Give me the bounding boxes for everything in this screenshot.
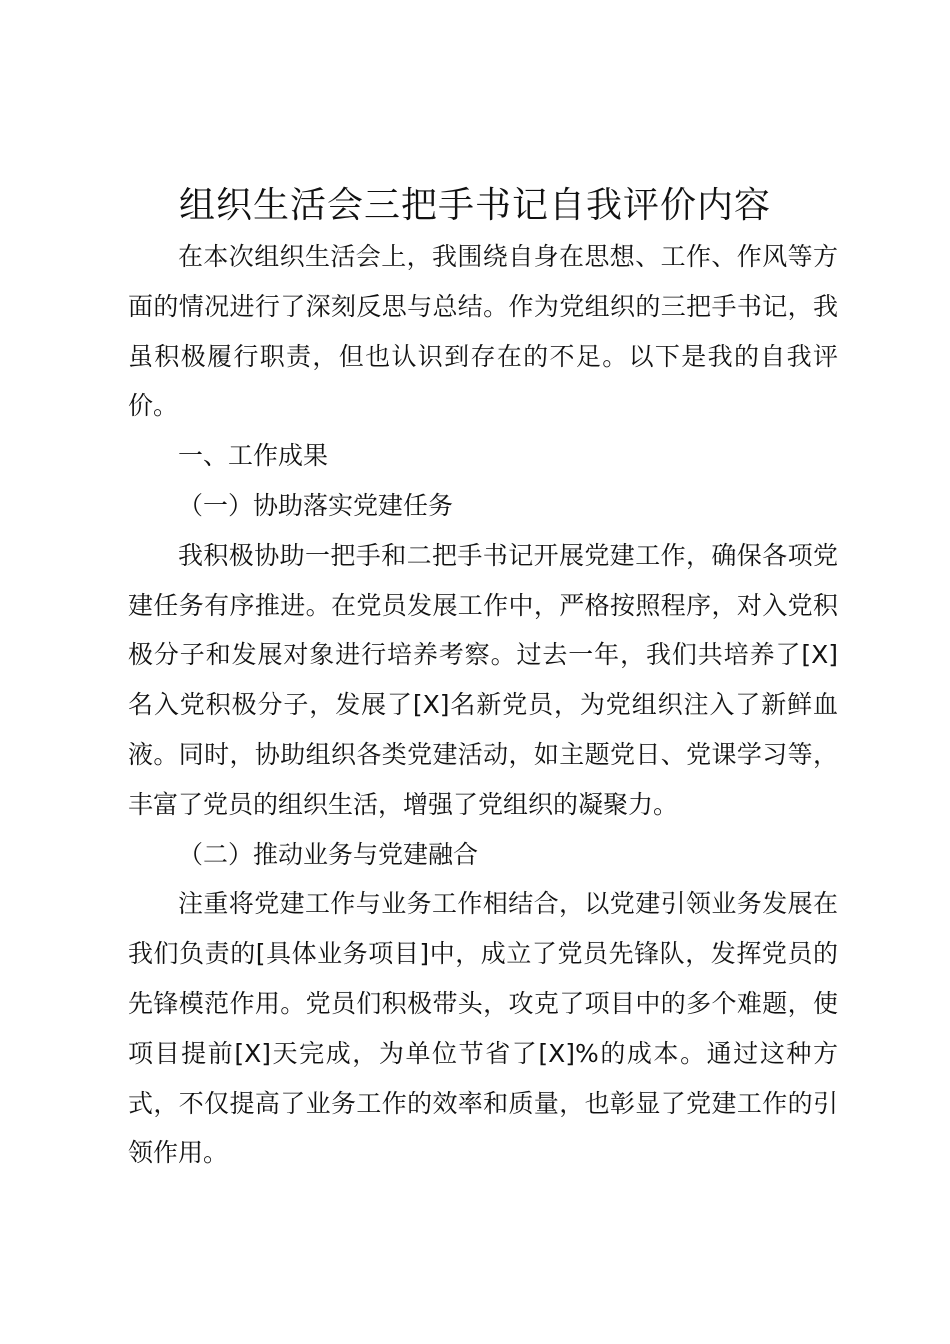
- intro-paragraph: 在本次组织生活会上，我围绕自身在思想、工作、作风等方面的情况进行了深刻反思与总结。作为党组织的三把手书记，我虽积极履行职责，但也认识到存在的不足。以下是我的自我评价。: [128, 242, 838, 421]
- section-heading-work-results: 一、工作成果: [178, 441, 329, 471]
- business-integration-paragraph: 注重将党建工作与业务工作相结合，以党建引领业务发展在我们负责的[具体业务项目]中，成立了党员先锋队，发挥党员的先锋模范作用。党员们积极带头，攻克了项目中的多个难题，使项目提前[X]天完成，为单位节省了[X]%的成本。通过这种方式，不仅提高了业务工作的效率和质量，也彰显了党建工作的引领作用。: [128, 889, 838, 1168]
- subsection-heading-business-integration: （二）推动业务与党建融合: [178, 839, 479, 869]
- subsection-heading-party-tasks: （一）协助落实党建任务: [178, 490, 454, 520]
- document-title: 组织生活会三把手书记自我评价内容: [178, 185, 771, 226]
- party-tasks-paragraph: 我积极协助一把手和二把手书记开展党建工作，确保各项党建任务有序推进。在党员发展工作中，严格按照程序，对入党积极分子和发展对象进行培养考察。过去一年，我们共培养了[X]名入党积极分子，发展了[X]名新党员，为党组织注入了新鲜血液。同时，协助组织各类党建活动，如主题党日、党课学习等，丰富了党员的组织生活，增强了党组织的凝聚力。: [128, 540, 838, 819]
- document-body: [128, 232, 838, 1178]
